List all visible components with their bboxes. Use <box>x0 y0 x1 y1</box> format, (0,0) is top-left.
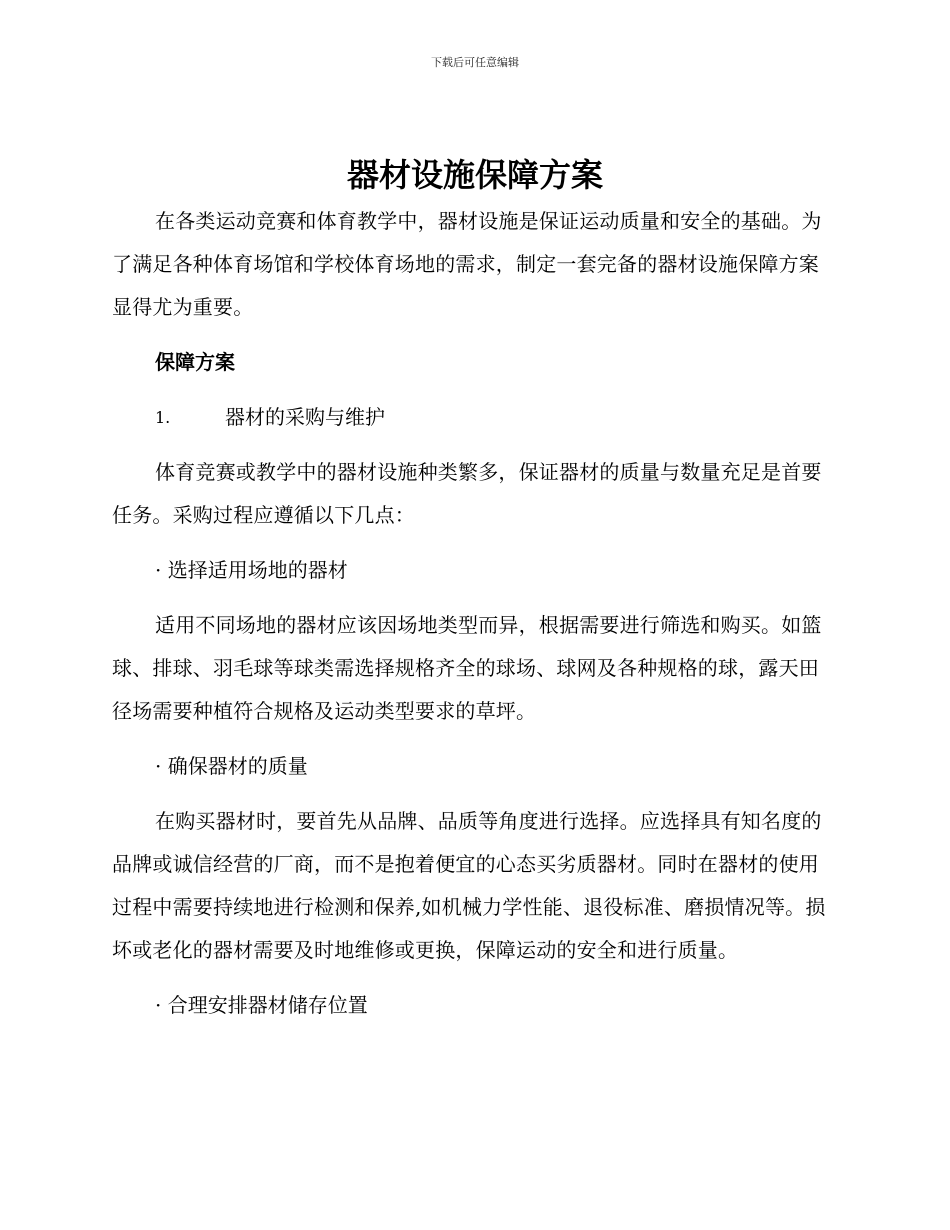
item1-paragraph: 体育竞赛或教学中的器材设施种类繁多，保证器材的质量与数量充足是首要任务。采购过程应遵循以下几点： <box>112 460 822 527</box>
bullet-item-2: · 确保器材的质量 <box>155 754 308 778</box>
section-heading: 保障方案 <box>155 350 235 374</box>
bullet-item-1: · 选择适用场地的器材 <box>155 558 348 582</box>
bullet-item-3: · 合理安排器材储存位置 <box>155 993 368 1017</box>
document-title: 器材设施保障方案 <box>346 156 603 194</box>
bullet1-paragraph: 适用不同场地的器材应该因场地类型而异，根据需要进行筛选和购买。如篮球、排球、羽毛球等球类需选择规格齐全的球场、球网及各种规格的球，露天田径场需要种植符合规格及运动类型要求的草坪。 <box>112 613 822 723</box>
item-number: 1. <box>155 408 171 427</box>
item-label: 器材的采购与维护 <box>225 405 385 429</box>
bullet2-paragraph: 在购买器材时，要首先从品牌、品质等角度进行选择。应选择具有知名度的品牌或诚信经营的厂商，而不是抱着便宜的心态买劣质器材。同时在器材的使用过程中需要持续地进行检测和保养,如机械力学性能、退役标准、磨损情况等。损坏或老化的器材需要及时地维修或更换，保障运动的安全和进行质量。 <box>112 809 826 962</box>
document-body <box>112 200 832 1027</box>
intro-paragraph: 在各类运动竞赛和体育教学中，器材设施是保证运动质量和安全的基础。为了满足各种体育场馆和学校体育场地的需求，制定一套完备的器材设施保障方案显得尤为重要。 <box>112 209 822 319</box>
header-note: 下载后可任意编辑 <box>431 56 519 69</box>
numbered-item-1 <box>112 396 832 439</box>
